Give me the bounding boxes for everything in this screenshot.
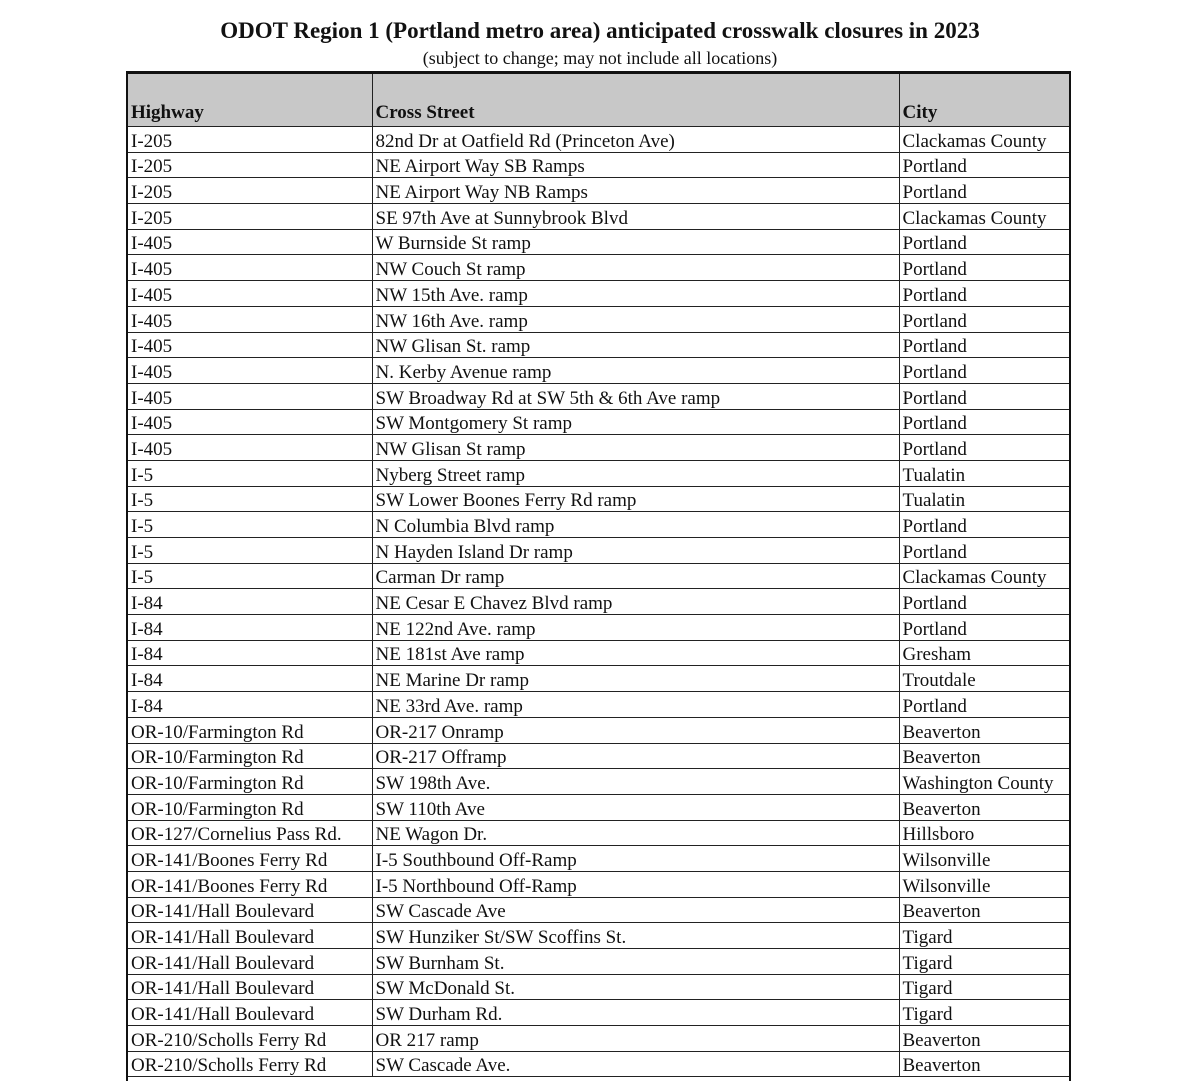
city-cell: Portland	[899, 692, 1069, 718]
cross-street-cell: N. Kerby Avenue ramp	[372, 358, 899, 384]
city-cell: Clackamas County	[899, 563, 1069, 589]
cross-street-cell: SW Broadway Rd at SW 5th & 6th Ave ramp	[372, 383, 899, 409]
highway-cell: I-84	[128, 640, 372, 666]
table-row	[128, 486, 1069, 512]
table-row	[128, 743, 1069, 769]
table-row	[128, 717, 1069, 743]
city-cell: Portland	[899, 538, 1069, 564]
cross-street-cell: NW Couch St ramp	[372, 255, 899, 281]
cross-street-cell: NE Wagon Dr.	[372, 820, 899, 846]
table-row	[128, 640, 1069, 666]
city-cell: Portland	[899, 435, 1069, 461]
table-row	[128, 409, 1069, 435]
table-row	[128, 460, 1069, 486]
cross-street-cell: NE Airport Way SB Ramps	[372, 152, 899, 178]
table-row	[128, 204, 1069, 230]
column-header-cross-street: Cross Street	[372, 74, 899, 127]
highway-cell: I-5	[128, 486, 372, 512]
table-row	[128, 281, 1069, 307]
table-row	[128, 1051, 1069, 1077]
highway-cell: OR-210/Scholls Ferry Rd	[128, 1026, 372, 1052]
city-cell: Beaverton	[899, 897, 1069, 923]
table-row	[128, 306, 1069, 332]
city-cell: Beaverton	[899, 717, 1069, 743]
highway-cell: I-84	[128, 692, 372, 718]
city-cell: Washington County	[899, 769, 1069, 795]
city-cell: Portland	[899, 358, 1069, 384]
highway-cell: I-205	[128, 204, 372, 230]
cross-street-cell: OR-217 Onramp	[372, 717, 899, 743]
cross-street-cell: NE Airport Way NB Ramps	[372, 178, 899, 204]
city-cell: Portland	[899, 281, 1069, 307]
city-cell: Wilsonville	[899, 846, 1069, 872]
city-cell: Wilsonville	[899, 871, 1069, 897]
highway-cell: I-205	[128, 178, 372, 204]
city-cell: Beaverton	[899, 1026, 1069, 1052]
city-cell: Tigard	[899, 1000, 1069, 1026]
cross-street-cell: SW Hunziker St/SW Scoffins St.	[372, 923, 899, 949]
cross-street-cell: NE Marine Dr ramp	[372, 666, 899, 692]
city-cell: Tigard	[899, 974, 1069, 1000]
table-row	[128, 1026, 1069, 1052]
highway-cell: OR-141/Hall Boulevard	[128, 949, 372, 975]
highway-cell: OR-141/Boones Ferry Rd	[128, 846, 372, 872]
highway-cell: OR-141/Hall Boulevard	[128, 923, 372, 949]
table-row	[128, 332, 1069, 358]
table-header	[128, 74, 1069, 127]
highway-cell: I-405	[128, 358, 372, 384]
table-row	[128, 692, 1069, 718]
city-cell: Portland	[899, 152, 1069, 178]
city-cell: Hillsboro	[899, 820, 1069, 846]
header-row	[128, 74, 1069, 127]
table-row	[128, 358, 1069, 384]
cross-street-cell: I-5 Northbound Off-Ramp	[372, 871, 899, 897]
city-cell: Portland	[899, 178, 1069, 204]
highway-cell: OR-10/Farmington Rd	[128, 743, 372, 769]
cross-street-cell: OR 217 ramp	[372, 1026, 899, 1052]
table-row	[128, 846, 1069, 872]
highway-cell: I-205	[128, 127, 372, 153]
cross-street-cell: SW 110th Ave	[372, 794, 899, 820]
highway-cell: I-405	[128, 281, 372, 307]
table-row	[128, 255, 1069, 281]
highway-cell: OR-10/Farmington Rd	[128, 717, 372, 743]
table-row	[128, 1000, 1069, 1026]
table-row	[128, 383, 1069, 409]
cross-street-cell: NW Glisan St ramp	[372, 435, 899, 461]
highway-cell: OR-141/Hall Boulevard	[128, 1000, 372, 1026]
highway-cell: I-205	[128, 152, 372, 178]
highway-cell: OR-10/Farmington Rd	[128, 794, 372, 820]
cross-street-cell: Carman Dr ramp	[372, 563, 899, 589]
city-cell: Clackamas County	[899, 127, 1069, 153]
cross-street-cell: SW Burnham St.	[372, 949, 899, 975]
table-row	[128, 949, 1069, 975]
table-row	[128, 512, 1069, 538]
cross-street-cell: NE 122nd Ave. ramp	[372, 615, 899, 641]
highway-cell: I-84	[128, 666, 372, 692]
highway-cell: I-405	[128, 332, 372, 358]
cross-street-cell: N Columbia Blvd ramp	[372, 512, 899, 538]
table-row	[128, 794, 1069, 820]
highway-cell: I-5	[128, 512, 372, 538]
highway-cell: I-84	[128, 615, 372, 641]
cross-street-cell: NW 15th Ave. ramp	[372, 281, 899, 307]
highway-cell: I-5	[128, 460, 372, 486]
document-title: ODOT Region 1 (Portland metro area) anticipated crosswalk closures in 2023	[220, 18, 980, 43]
cross-street-cell: 82nd Dr at Oatfield Rd (Princeton Ave)	[372, 127, 899, 153]
cross-street-cell: SW McDonald St.	[372, 974, 899, 1000]
table-row	[128, 589, 1069, 615]
document-subtitle: (subject to change; may not include all locations)	[422, 48, 778, 68]
highway-cell: I-405	[128, 255, 372, 281]
cross-street-cell: SW Durham Rd.	[372, 1000, 899, 1026]
highway-cell: I-84	[128, 589, 372, 615]
city-cell: Portland	[899, 383, 1069, 409]
highway-cell: OR-141/Hall Boulevard	[128, 974, 372, 1000]
table-row	[128, 820, 1069, 846]
highway-cell: OR-141/Hall Boulevard	[128, 897, 372, 923]
city-cell: Portland	[899, 255, 1069, 281]
highway-cell: OR-10/Farmington Rd	[128, 769, 372, 795]
cross-street-cell: I-5 Southbound Off-Ramp	[372, 846, 899, 872]
table-row	[128, 923, 1069, 949]
highway-cell: I-5	[128, 538, 372, 564]
highway-cell: I-405	[128, 383, 372, 409]
highway-cell: I-405	[128, 409, 372, 435]
cross-street-cell: NE 33rd Ave. ramp	[372, 692, 899, 718]
table-body	[128, 127, 1069, 1077]
city-cell: Portland	[899, 306, 1069, 332]
city-cell: Portland	[899, 589, 1069, 615]
highway-cell: OR-141/Boones Ferry Rd	[128, 871, 372, 897]
cross-street-cell: NW 16th Ave. ramp	[372, 306, 899, 332]
cross-street-cell: SW Cascade Ave.	[372, 1051, 899, 1077]
table-row	[128, 974, 1069, 1000]
city-cell: Troutdale	[899, 666, 1069, 692]
table-row	[128, 897, 1069, 923]
table-row	[128, 769, 1069, 795]
closures-table	[128, 74, 1069, 1077]
cross-street-cell: Nyberg Street ramp	[372, 460, 899, 486]
city-cell: Gresham	[899, 640, 1069, 666]
city-cell: Clackamas County	[899, 204, 1069, 230]
cross-street-cell: W Burnside St ramp	[372, 229, 899, 255]
highway-cell: I-405	[128, 229, 372, 255]
table-row	[128, 563, 1069, 589]
cross-street-cell: N Hayden Island Dr ramp	[372, 538, 899, 564]
table-row	[128, 435, 1069, 461]
city-cell: Portland	[899, 332, 1069, 358]
city-cell: Beaverton	[899, 743, 1069, 769]
cross-street-cell: SE 97th Ave at Sunnybrook Blvd	[372, 204, 899, 230]
closures-table-container	[126, 71, 1071, 1081]
city-cell: Beaverton	[899, 794, 1069, 820]
column-header-city: City	[899, 74, 1069, 127]
cross-street-cell: SW Cascade Ave	[372, 897, 899, 923]
cross-street-cell: NE Cesar E Chavez Blvd ramp	[372, 589, 899, 615]
cross-street-cell: OR-217 Offramp	[372, 743, 899, 769]
column-header-highway: Highway	[128, 74, 372, 127]
city-cell: Portland	[899, 615, 1069, 641]
table-row	[128, 666, 1069, 692]
city-cell: Portland	[899, 512, 1069, 538]
table-row	[128, 538, 1069, 564]
cross-street-cell: SW Lower Boones Ferry Rd ramp	[372, 486, 899, 512]
cross-street-cell: SW 198th Ave.	[372, 769, 899, 795]
highway-cell: I-405	[128, 306, 372, 332]
highway-cell: OR-127/Cornelius Pass Rd.	[128, 820, 372, 846]
highway-cell: I-5	[128, 563, 372, 589]
city-cell: Tigard	[899, 923, 1069, 949]
city-cell: Tualatin	[899, 486, 1069, 512]
city-cell: Beaverton	[899, 1051, 1069, 1077]
cross-street-cell: NW Glisan St. ramp	[372, 332, 899, 358]
table-row	[128, 152, 1069, 178]
table-row	[128, 178, 1069, 204]
city-cell: Tigard	[899, 949, 1069, 975]
city-cell: Portland	[899, 229, 1069, 255]
table-row	[128, 127, 1069, 153]
table-row	[128, 229, 1069, 255]
highway-cell: I-405	[128, 435, 372, 461]
highway-cell: OR-210/Scholls Ferry Rd	[128, 1051, 372, 1077]
table-row	[128, 615, 1069, 641]
cross-street-cell: SW Montgomery St ramp	[372, 409, 899, 435]
table-row	[128, 871, 1069, 897]
cross-street-cell: NE 181st Ave ramp	[372, 640, 899, 666]
city-cell: Tualatin	[899, 460, 1069, 486]
city-cell: Portland	[899, 409, 1069, 435]
